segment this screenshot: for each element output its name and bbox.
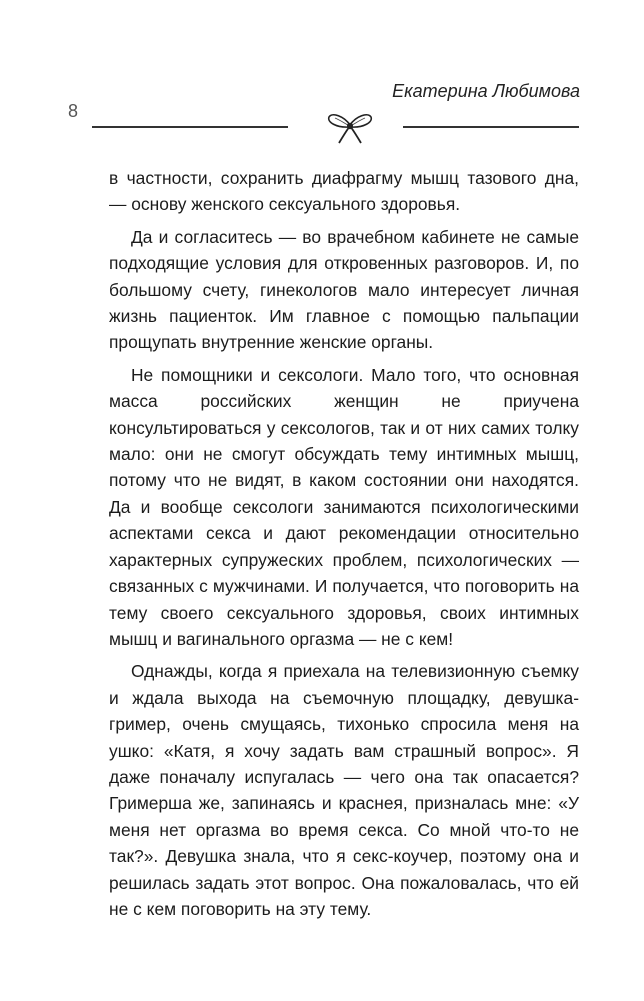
paragraph: Не помощники и сексологи. Мало того, что основная масса российских женщин не приучена консультироваться у сексологов, так и от них самих толку мало: они не смогут обсуждать тему интимных мышц, потому что не видят, в каком состоянии они находятся. Да и вообще сексологи занимаются психологическими аспектами секса и дают рекомендации относительно характерных супружеских проблем, психологических — связанных с мужчинами. И получается, что поговорить на тему своего сексуального здоровья, своих интимных мышц и вагинального оргазма — не с кем! (109, 364, 579, 649)
paragraph: Да и согласитесь — во врачебном кабинете не самые подходящие условия для откровенных разговоров. И, по большому счету, гинекологов мало интересует личная жизнь пациенток. Им главное с помощью пальпации прощупать внутренние женские органы. (109, 226, 579, 353)
running-head-author: Екатерина Любимова (392, 81, 580, 101)
paragraph: в частности, сохранить диафрагму мышц тазового дна, — основу женского сексуального здоровья. (109, 168, 579, 215)
bow-icon (326, 108, 374, 146)
paragraph: Однажды, когда я приехала на телевизионную съемку и ждала выхода на съемочную площадку, девушка-гример, очень смущаясь, тихонько спросила меня на ушко: «Катя, я хочу задать вам страшный вопрос». Я даже поначалу испугалась — чего она так опасается? Гримерша же, запинаясь и краснея, призналась мне: «У меня нет оргазма во время секса. Со мной что-то не так?». Девушка знала, что я секс-коучер, поэтому она и решилась задать этот вопрос. Она пожаловалась, что ей не с кем поговорить на эту тему. (109, 661, 579, 919)
header-rule-right (403, 126, 579, 128)
body-text (109, 165, 579, 922)
header-rule-left (92, 126, 288, 128)
page-number: 8 (68, 101, 79, 121)
